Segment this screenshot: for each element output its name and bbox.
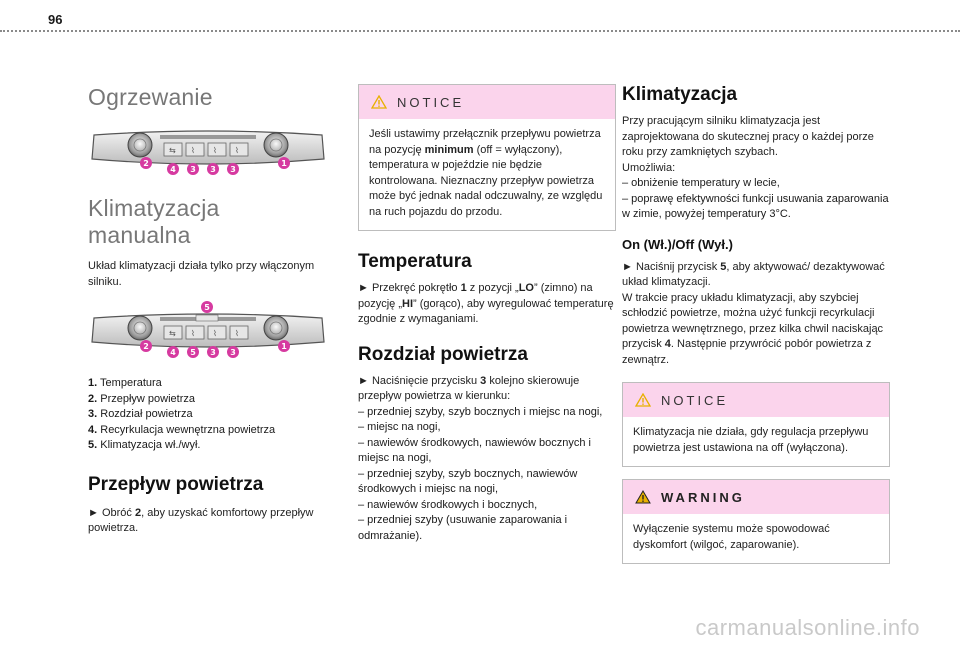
svg-text:⌇: ⌇ (213, 146, 217, 155)
callout-1: 1 (281, 342, 287, 351)
warning-text: Wyłączenie systemu może spowodować dyskomfort (wilgoć, zaparowanie). (633, 523, 830, 551)
heading-heating: Ogrzewanie (88, 84, 213, 110)
warning-box (622, 479, 890, 564)
list-item: – przedniej szyby (usuwanie zaparowania i odmrażanie). (358, 514, 568, 542)
legend-list (88, 376, 328, 454)
manual-ac-intro: Układ klimatyzacji działa tylko przy włączonym silniku. (88, 260, 315, 288)
list-item: 2. Przepływ powietrza (88, 392, 196, 405)
svg-text:⇆: ⇆ (169, 329, 176, 338)
list-item: – przedniej szyby, szyb bocznych i miejsc na nogi, (358, 405, 603, 418)
heading-distribution: Rozdział powietrza (358, 343, 528, 365)
callout-1: 1 (281, 159, 287, 168)
warning-label: WARNING (661, 489, 745, 505)
notice-text: Klimatyzacja nie działa, gdy regulacja przepływu powietrza jest ustawiona na off (wyłączona). (633, 426, 869, 454)
svg-text:⌇: ⌇ (235, 329, 239, 338)
distribution-list (358, 405, 616, 545)
list-item: 3. Rozdział powietrza (88, 408, 193, 420)
heading-on-off: On (Wł.)/Off (Wył.) (622, 236, 733, 252)
list-item: 4. Recyrkulacja wewnętrzna powietrza (88, 423, 276, 436)
notice-label: NOTICE (397, 94, 465, 110)
warning-triangle-icon (635, 490, 651, 504)
svg-text:⌇: ⌇ (191, 146, 195, 155)
column-2 (358, 84, 616, 544)
caution-triangle-icon (371, 95, 387, 109)
svg-text:⇆: ⇆ (169, 146, 176, 155)
list-item: – nawiewów środkowych i bocznych, (358, 498, 538, 511)
heading-manual-ac: Klimatyzacja manualna (88, 195, 220, 248)
notice-label: NOTICE (661, 392, 729, 408)
list-item: – przedniej szyby, szyb bocznych, nawiewów środkowych i miejsc na nogi, (358, 467, 578, 495)
heading-ac: Klimatyzacja (622, 84, 738, 105)
notice-header (623, 383, 889, 417)
on-off-text: ► Naciśnij przycisk 5, aby aktywować/ dezaktywować układ klimatyzacji. (622, 260, 885, 288)
ac-intro: Przy pracującym silniku klimatyzacja jest zaprojektowana do skutecznej pracy o każdej porze roku przy zamkniętych szybach. (622, 115, 874, 158)
ac-enables: Umożliwia: (622, 161, 676, 174)
callout-4: 4 (170, 165, 176, 174)
watermark: carmanualsonline.info (695, 615, 920, 640)
column-1 (88, 76, 328, 537)
callout-5: 5 (190, 348, 196, 357)
page-number: 96 (48, 12, 63, 27)
callout-3: 3 (210, 348, 216, 357)
callout-3: 3 (230, 348, 236, 357)
callout-2: 2 (143, 342, 149, 351)
recirculation-text: W trakcie pracy układu klimatyzacji, aby szybciej schłodzić powietrze, można użyć funkcji recyrkulacji powietrza wewnętrznego, przez kilka chwil naciskając przycisk 4. Następnie przywrócić pobór powietrza z zewnątrz. (622, 291, 884, 366)
callout-4: 4 (170, 348, 176, 357)
callout-3: 3 (210, 165, 216, 174)
callout-3: 3 (190, 165, 196, 174)
svg-text:⌇: ⌇ (213, 329, 217, 338)
caution-triangle-icon (635, 393, 651, 407)
header-rule (0, 30, 960, 32)
airflow-text: ► Obróć 2, aby uzyskać komfortowy przepływ powietrza. (88, 506, 314, 534)
notice-box-2 (622, 382, 890, 467)
callout-5: 5 (204, 303, 210, 312)
control-panel-image-2 (88, 300, 328, 362)
list-item: 1. Temperatura (88, 377, 162, 389)
list-item: – obniżenie temperatury w lecie, (622, 177, 780, 189)
notice-header (359, 85, 615, 119)
temperature-text: ► Przekręć pokrętło 1 z pozycji „LO” (zimno) na pozycję „HI” (gorąco), aby wyregulować temperaturę zgodnie z wymaganiami. (358, 282, 614, 325)
notice-box (358, 84, 616, 231)
svg-text:⌇: ⌇ (191, 329, 195, 338)
callout-2: 2 (143, 159, 149, 168)
column-3 (622, 84, 890, 564)
list-item: – miejsc na nogi, (358, 421, 441, 433)
warning-header (623, 480, 889, 514)
notice-text: Jeśli ustawimy przełącznik przepływu powietrza na pozycję minimum (off = wyłączony), temperatura w pojeździe nie będzie kontrolowana. Nieznaczny przepływ powietrza może być jednak nadal odczuwalny, ze względu na ruch pojazdu do przodu. (369, 128, 603, 218)
callout-3: 3 (230, 165, 236, 174)
ac-list (622, 176, 890, 223)
list-item: 5. Klimatyzacja wł./wył. (88, 439, 201, 451)
list-item: – poprawę efektywności funkcji usuwania zaparowania w zimie, powyżej temperatury 3°C. (622, 192, 889, 220)
heading-airflow: Przepływ powietrza (88, 473, 264, 495)
control-panel-image-1 (88, 125, 328, 179)
list-item: – nawiewów środkowych, nawiewów bocznych i miejsc na nogi, (358, 436, 591, 464)
heading-temperature: Temperatura (358, 251, 472, 272)
svg-text:⌇: ⌇ (235, 146, 239, 155)
distribution-text: ► Naciśnięcie przycisku 3 kolejno skierowuje przepływ powietrza w kierunku: (358, 374, 580, 402)
